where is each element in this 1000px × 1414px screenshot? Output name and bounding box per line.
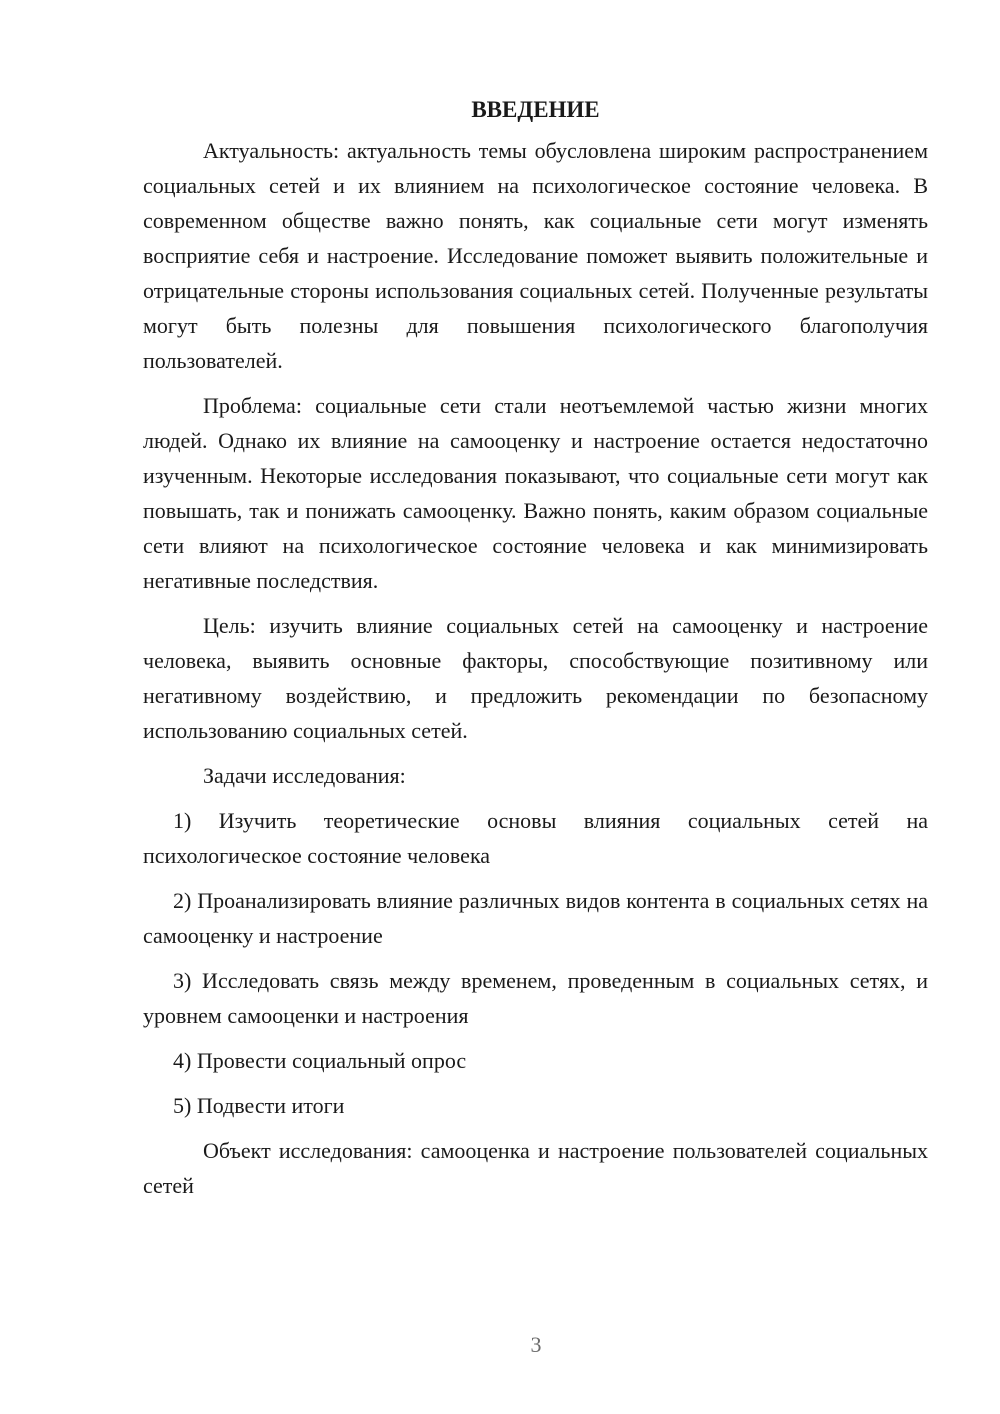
page-title: ВВЕДЕНИЕ [471, 97, 600, 122]
task-item-3: 3) Исследовать связь между временем, проведенным в социальных сетях, и уровнем самооценки и настроения [143, 968, 928, 1028]
task-item-2: 2) Проанализировать влияние различных видов контента в социальных сетях на самооценку и настроение [143, 888, 928, 948]
task-item-1: 1) Изучить теоретические основы влияния социальных сетей на психологическое состояние человека [143, 808, 928, 868]
problem-paragraph: Проблема: социальные сети стали неотъемлемой частью жизни многих людей. Однако их влияние на самооценку и настроение остается недостаточно изученным. Некоторые исследования показывают, что социальные сети могут как повышать, так и понижать самооценку. Важно понять, каким образом социальные сети влияют на психологическое состояние человека и как минимизировать негативные последствия. [143, 393, 928, 593]
object-paragraph: Объект исследования: самооценка и настроение пользователей социальных сетей [143, 1138, 928, 1198]
page-number: 3 [530, 1332, 542, 1357]
relevance-paragraph: Актуальность: актуальность темы обусловлена широким распространением социальных сетей и их влиянием на психологическое состояние человека. В современном обществе важно понять, как социальные сети могут изменять восприятие себя и настроение. Исследование поможет выявить положительные и отрицательные стороны использования социальных сетей. Полученные результаты могут быть полезны для повышения психологического благополучия пользователей. [143, 138, 928, 373]
page-content [143, 92, 928, 1213]
task-item-5: 5) Подвести итоги [173, 1093, 345, 1118]
task-item-4: 4) Провести социальный опрос [173, 1048, 467, 1073]
tasks-heading: Задачи исследования: [203, 763, 406, 788]
goal-paragraph: Цель: изучить влияние социальных сетей на самооценку и настроение человека, выявить основные факторы, способствующие позитивному или негативному воздействию, и предложить рекомендации по безопасному использованию социальных сетей. [143, 613, 928, 743]
